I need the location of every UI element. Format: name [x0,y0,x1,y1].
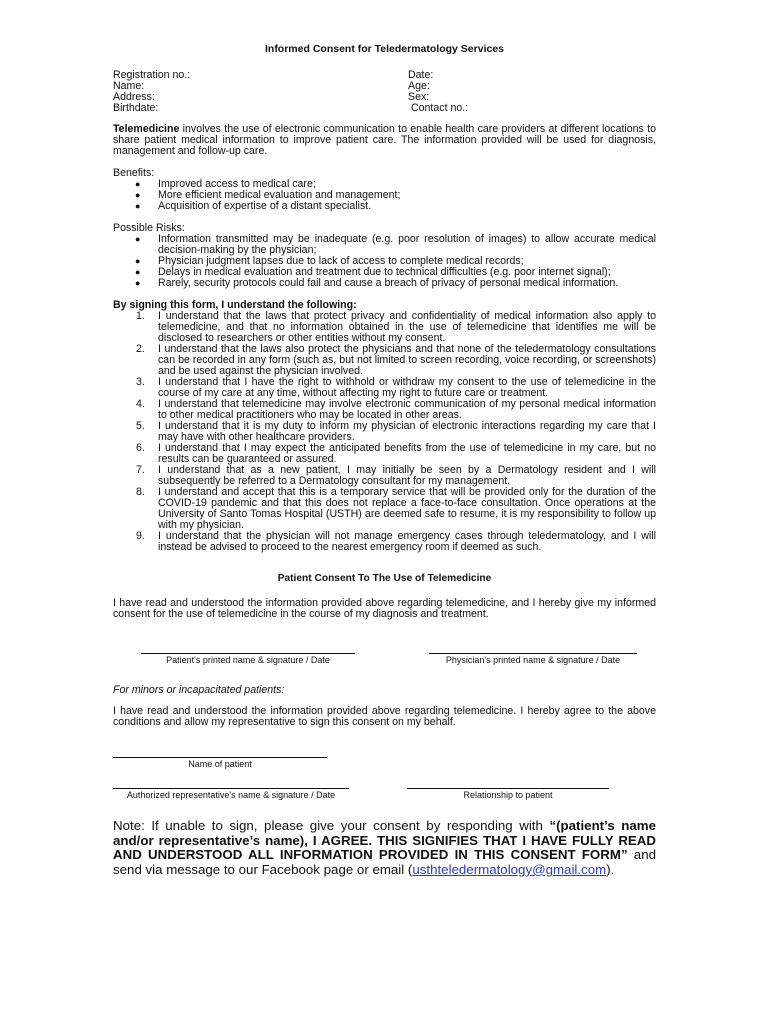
list-item: 5. I understand that it is my duty to inform my physician of electronic interactions regarding my care that I may have with other healthcare providers. [136,420,656,443]
understand-list [113,311,656,553]
note-text-3: ). [606,861,615,877]
list-item: 3. I understand that I have the right to withhold or withdraw my consent to the use of telemedicine in the course of my care at any time, without affecting my right to future care or treatment. [136,376,656,399]
field-date: Date: [408,69,434,81]
representative-signature-label: Authorized representative's name & signature / Date [126,790,336,800]
relationship-label: Relationship to patient [463,790,553,800]
minors-text: I have read and understood the information provided above regarding telemedicine. I hereby agree to the above conditions and allow my representative to sign this consent on my behalf. [113,705,656,728]
note-agreement-phrase: “(patient’s name and/or representative’s name), I AGREE. THIS SIGNIFIES THAT I HAVE FULLY READ AND UNDERSTOOD ALL INFORMATION PROVIDED IN THIS CONSENT FORM” [113,818,657,863]
consent-document [113,44,656,877]
intro-paragraph [113,124,656,157]
email-link[interactable]: usthteledermatology@gmail.com [412,861,607,877]
understand-heading: By signing this form, I understand the following: [113,299,357,311]
relationship-line[interactable] [407,777,609,801]
risks-list [113,234,656,289]
risks-heading: Possible Risks: [113,222,185,234]
consent-signatures [113,642,656,666]
list-item: ● Acquisition of expertise of a distant specialist. [135,200,372,212]
field-address: Address: [113,91,155,103]
list-item: ● Rarely, security protocols could fail and cause a breach of privacy of personal medical information. [135,277,619,289]
intro-text: involves the use of electronic communication to enable health care providers at different locations to share patient medical information to improve patient care. The information provided will be used for diagnosis, management and follow-up care. [113,123,656,157]
patient-signature-label: Patient's printed name & signature / Date [166,655,330,665]
list-item: 1. I understand that the laws that protect privacy and confidentiality of medical information also apply to telemedicine, and that no information obtained in the use of telemedicine that identifies me will be disclosed to researchers or other entities without my consent. [136,310,656,344]
patient-name-label: Name of patient [188,759,252,769]
field-sex: Sex: [408,91,430,103]
bullet-icon: ● [135,179,141,189]
list-item: 6. I understand that I may expect the anticipated benefits from the use of telemedicine in my care, but no results can be guaranteed or assured. [136,442,656,465]
note-text-2: and send via message to our Facebook page or email ( [113,847,656,877]
bullet-icon: ● [135,234,141,244]
document-title: Informed Consent for Teledermatology Services [264,43,505,55]
benefits-list [113,179,656,212]
bullet-icon: ● [135,278,141,288]
list-item: 9. I understand that the physician will not manage emergency cases through teledermatology, and I will instead be advised to proceed to the nearest emergency room if deemed as such. [136,530,656,553]
note-text-1: Note: If unable to sign, please give your consent by responding with [113,818,550,833]
field-birthdate: Birthdate: [113,102,159,114]
bullet-icon: ● [135,267,141,277]
note-paragraph [113,819,656,877]
list-item: ● Delays in medical evaluation and treatment due to technical difficulties (e.g. poor internet signal); [135,266,611,278]
list-item: ● Physician judgment lapses due to lack of access to complete medical records; [135,255,524,267]
patient-signature-line[interactable] [141,642,355,666]
field-contact-no: Contact no.: [411,102,469,114]
patient-name-line[interactable] [113,746,327,770]
list-item: ● Information transmitted may be inadequate (e.g. poor resolution of images) to allow accurate medical decision-making by the physician; [135,233,656,256]
field-age: Age: [408,80,430,92]
bullet-icon: ● [135,201,141,211]
field-name: Name: [113,80,145,92]
intro-lead: Telemedicine [113,123,180,135]
list-item: ● Improved access to medical care; [135,178,316,190]
physician-signature-line[interactable] [429,642,637,666]
list-item: 4. I understand that telemedicine may involve electronic communication of my personal medical information to other medical practitioners who may be located in other areas. [136,398,656,421]
benefits-heading: Benefits: [113,167,155,179]
consent-text: I have read and understood the information provided above regarding telemedicine, and I hereby give my informed consent for the use of telemedicine in the course of my diagnosis and treatment. [113,597,656,620]
representative-signature-line[interactable] [113,777,349,801]
representative-signatures [113,777,656,801]
bullet-icon: ● [135,256,141,266]
minor-name-signature [113,746,656,770]
registration-fields [113,70,656,114]
bullet-icon: ● [135,190,141,200]
consent-heading: Patient Consent To The Use of Telemedicine [277,573,492,584]
minors-heading: For minors or incapacitated patients: [113,684,285,696]
list-item: 7. I understand that as a new patient, I may initially be seen by a Dermatology resident and I will subsequently be referred to a Dermatology consultant for my management. [136,464,656,487]
list-item: 8. I understand and accept that this is a temporary service that will be provided only for the duration of the COVID-19 pandemic and that this does not replace a face-to-face consultation. Once operations at the University of Santo Tomas Hospital (USTH) are deemed safe to resume, it is my responsibility to follow up with my physician. [136,486,656,531]
list-item: ● More efficient medical evaluation and management; [135,189,401,201]
list-item: 2. I understand that the laws also protect the physicians and that none of the teledermatology consultations can be recorded in any form (such as, but not limited to screen recording, voice recording, or screenshots) and be used against the physician involved. [136,343,656,377]
field-registration-no: Registration no.: [113,69,191,81]
physician-signature-label: Physician's printed name & signature / Date [445,655,621,665]
